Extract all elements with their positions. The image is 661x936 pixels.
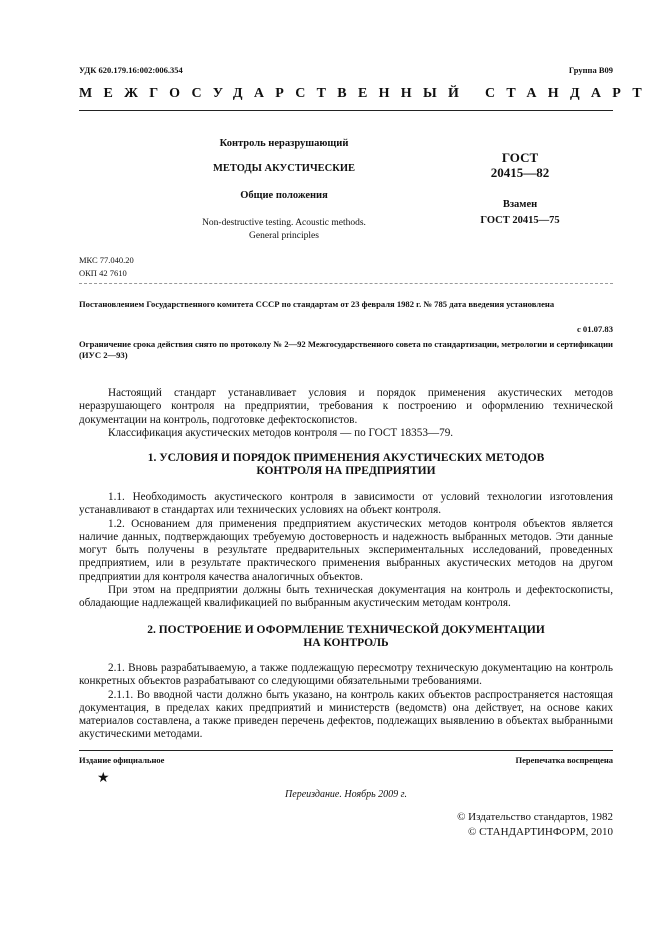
reissue-note: Переиздание. Ноябрь 2009 г. xyxy=(285,789,407,800)
decree-date: с 01.07.83 xyxy=(576,324,613,334)
section-1-title-line-1: 1. УСЛОВИЯ И ПОРЯДОК ПРИМЕНЕНИЯ АКУСТИЧЕСКИХ МЕТОДОВ xyxy=(147,452,545,464)
gost-label: ГОСТ xyxy=(501,150,539,165)
english-title-1: Non-destructive testing. Acoustic methods. xyxy=(202,218,366,228)
group-code: Группа В09 xyxy=(568,65,613,75)
intro-block xyxy=(79,387,613,440)
title-line-1: Контроль неразрушающий xyxy=(219,138,349,149)
mks-code: МКС 77.040.20 xyxy=(79,255,134,265)
star-icon: ★ xyxy=(97,771,110,786)
section-1-paragraph-2: 1.2. Основанием для применения предприятием акустических методов контроля объектов является наличие данных, подтверждающих требуемую достоверность и надежность выбранных методов. Эти данные могут быть получены в результате предварительных экспериментальных исследований, проведенных предприятием, или в результате практического применения выбранных акустических методов на другом предприятии для контроля качества аналогичных объектов. xyxy=(79,517,613,583)
standard-banner: МЕЖГОСУДАРСТВЕННЫЙ СТАНДАРТ xyxy=(79,86,653,101)
decree-text: Постановлением Государственного комитета СССР по стандартам от 23 февраля 1982 г. № 785 дата введения установлена xyxy=(79,299,555,309)
codes-divider xyxy=(79,283,613,284)
replaces-label: Взамен xyxy=(502,199,538,210)
gost-number: 20415—82 xyxy=(490,165,550,180)
section-1-title-line-2: КОНТРОЛЯ НА ПРЕДПРИЯТИИ xyxy=(256,465,436,477)
section-2-paragraph-1: 2.1. Вновь разрабатываемую, а также подлежащую пересмотру техническую документацию на контроль конкретных объектов разрабатывают со следующими обязательными требованиями. xyxy=(79,662,613,688)
section-2-paragraph-2: 2.1.1. Во вводной части должно быть указано, на контроль каких объектов распространяется настоящая документация, в пределах каких предприятий и министерств (ведомств) она действует, на основе каких материалов составлена, а также приведен перечень дефектов, подлежащих выявлению в объектах выбранными акустическими методами. xyxy=(79,688,613,741)
header-rule xyxy=(79,110,613,111)
english-title-2: General principles xyxy=(249,231,319,241)
copyright-1: © Издательство стандартов, 1982 xyxy=(457,811,613,823)
section-2-title-line-1: 2. ПОСТРОЕНИЕ И ОФОРМЛЕНИЕ ТЕХНИЧЕСКОЙ ДОКУМЕНТАЦИИ xyxy=(147,624,545,636)
reprint-prohibited-label: Перепечатка воспрещена xyxy=(515,755,613,765)
section-2-heading xyxy=(79,624,613,650)
title-line-2: МЕТОДЫ АКУСТИЧЕСКИЕ xyxy=(212,163,356,174)
title-line-3: Общие положения xyxy=(240,190,328,201)
replaces-value: ГОСТ 20415—75 xyxy=(480,215,560,226)
footer-rule xyxy=(79,750,613,751)
okp-code: ОКП 42 7610 xyxy=(79,268,127,278)
udk-code: УДК 620.179.16:002:006.354 xyxy=(79,65,183,75)
official-edition-label: Издание официальное xyxy=(79,755,165,765)
copyright-2: © СТАНДАРТИНФОРМ, 2010 xyxy=(468,826,613,838)
section-1-paragraph-1: 1.1. Необходимость акустического контроля в зависимости от условий технологии изготовления устанавливают в стандартах или технических условиях на объект контроля. xyxy=(79,491,613,517)
section-2-title-line-2: НА КОНТРОЛЬ xyxy=(303,637,389,649)
intro-paragraph-1: Настоящий стандарт устанавливает условия и порядок применения акустических методов неразрушающего контроля на предприятии, требования к построению и оформлению технической документации на контроль, подготовке дефектоскопистов. xyxy=(79,387,613,426)
intro-paragraph-2: Классификация акустических методов контроля — по ГОСТ 18353—79. xyxy=(108,426,454,439)
section-1-heading xyxy=(79,452,613,478)
section-1-paragraph-3: При этом на предприятии должны быть техническая документация на контроль и дефектоскописты, обладающие надлежащей квалификацией по выбранным акустическим методам контроля. xyxy=(79,584,613,610)
limitation-text: Ограничение срока действия снято по протоколу № 2—92 Межгосударственного совета по стандартизации, метрологии и сертификации (ИУС 2—93) xyxy=(79,339,613,360)
section-1-body xyxy=(79,491,613,611)
section-2-body xyxy=(79,662,613,742)
